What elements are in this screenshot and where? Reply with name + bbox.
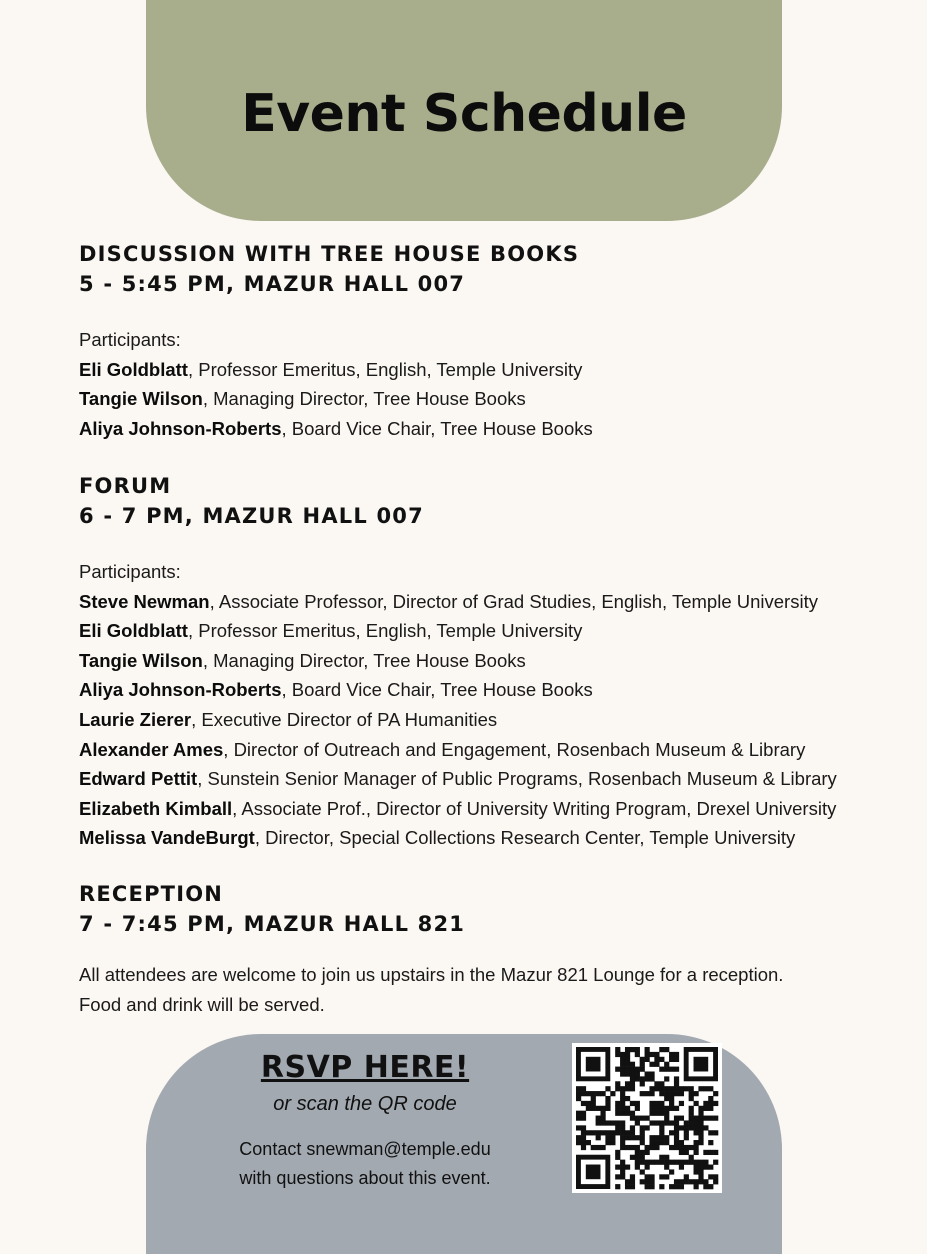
participant-name: Edward Pettit bbox=[79, 768, 198, 790]
participant-item bbox=[79, 587, 919, 617]
scan-note: or scan the QR code bbox=[273, 1093, 457, 1115]
participant-name: Eli Goldblatt bbox=[79, 620, 188, 642]
participant-item bbox=[79, 355, 919, 385]
participant-item bbox=[79, 384, 919, 414]
participant-role: , Managing Director, Tree House Books bbox=[202, 649, 526, 671]
participant-name: Tangie Wilson bbox=[79, 649, 203, 671]
section-title: DISCUSSION WITH TREE HOUSE BOOKS bbox=[79, 242, 580, 266]
section-time: 5 - 5:45 PM, MAZUR HALL 007 bbox=[79, 272, 466, 296]
participant-name: Alexander Ames bbox=[79, 738, 224, 760]
participants-label: Participants: bbox=[79, 329, 181, 350]
participants-list bbox=[79, 325, 919, 443]
reception-description: All attendees are welcome to join us upstairs in the Mazur 821 Lounge for a reception. Food and drink will be served. bbox=[79, 964, 784, 1015]
participants-label: Participants: bbox=[79, 561, 181, 582]
participant-item bbox=[79, 705, 919, 735]
qr-code-icon[interactable] bbox=[572, 1043, 722, 1193]
participant-name: Elizabeth Kimball bbox=[79, 797, 233, 819]
participant-name: Melissa VandeBurgt bbox=[79, 827, 255, 849]
participant-role: , Board Vice Chair, Tree House Books bbox=[281, 679, 593, 701]
section-reception bbox=[79, 879, 919, 1020]
participant-role: , Associate Professor, Director of Grad Studies, English, Temple University bbox=[209, 590, 818, 612]
participant-role: , Managing Director, Tree House Books bbox=[202, 388, 526, 410]
participant-name: Steve Newman bbox=[79, 590, 210, 612]
section-forum bbox=[79, 471, 919, 853]
participant-item bbox=[79, 675, 919, 705]
participant-role: , Professor Emeritus, English, Temple University bbox=[187, 620, 583, 642]
participant-name: Aliya Johnson-Roberts bbox=[79, 679, 282, 701]
section-title: FORUM bbox=[79, 474, 172, 498]
section-time: 6 - 7 PM, MAZUR HALL 007 bbox=[79, 504, 424, 528]
participant-role: , Board Vice Chair, Tree House Books bbox=[281, 417, 593, 439]
section-title: RECEPTION bbox=[79, 882, 224, 906]
participant-role: , Executive Director of PA Humanities bbox=[191, 708, 498, 730]
participant-name: Laurie Zierer bbox=[79, 708, 192, 730]
participant-item bbox=[79, 823, 919, 853]
participant-item bbox=[79, 764, 919, 794]
participant-name: Tangie Wilson bbox=[79, 388, 203, 410]
contact-note bbox=[200, 1135, 530, 1193]
participant-role: , Sunstein Senior Manager of Public Programs, Rosenbach Museum & Library bbox=[197, 768, 837, 790]
participant-role: , Director, Special Collections Research Center, Temple University bbox=[254, 827, 796, 849]
participant-item bbox=[79, 794, 919, 824]
participant-item bbox=[79, 414, 919, 444]
participant-item bbox=[79, 616, 919, 646]
contact-email-line: Contact snewman@temple.edu bbox=[239, 1139, 491, 1159]
participant-item bbox=[79, 735, 919, 765]
participant-name: Eli Goldblatt bbox=[79, 358, 188, 380]
rsvp-link[interactable]: RSVP HERE! bbox=[260, 1050, 470, 1085]
participant-role: , Professor Emeritus, English, Temple University bbox=[187, 358, 583, 380]
section-time: 7 - 7:45 PM, MAZUR HALL 821 bbox=[79, 912, 466, 936]
participant-role: , Director of Outreach and Engagement, Rosenbach Museum & Library bbox=[223, 738, 806, 760]
page-title: Event Schedule bbox=[241, 84, 687, 144]
contact-questions-line: with questions about this event. bbox=[239, 1168, 491, 1188]
participant-role: , Associate Prof., Director of University Writing Program, Drexel University bbox=[232, 797, 837, 819]
participants-list bbox=[79, 557, 919, 853]
participant-item bbox=[79, 646, 919, 676]
section-discussion bbox=[79, 239, 919, 443]
participant-name: Aliya Johnson-Roberts bbox=[79, 417, 282, 439]
